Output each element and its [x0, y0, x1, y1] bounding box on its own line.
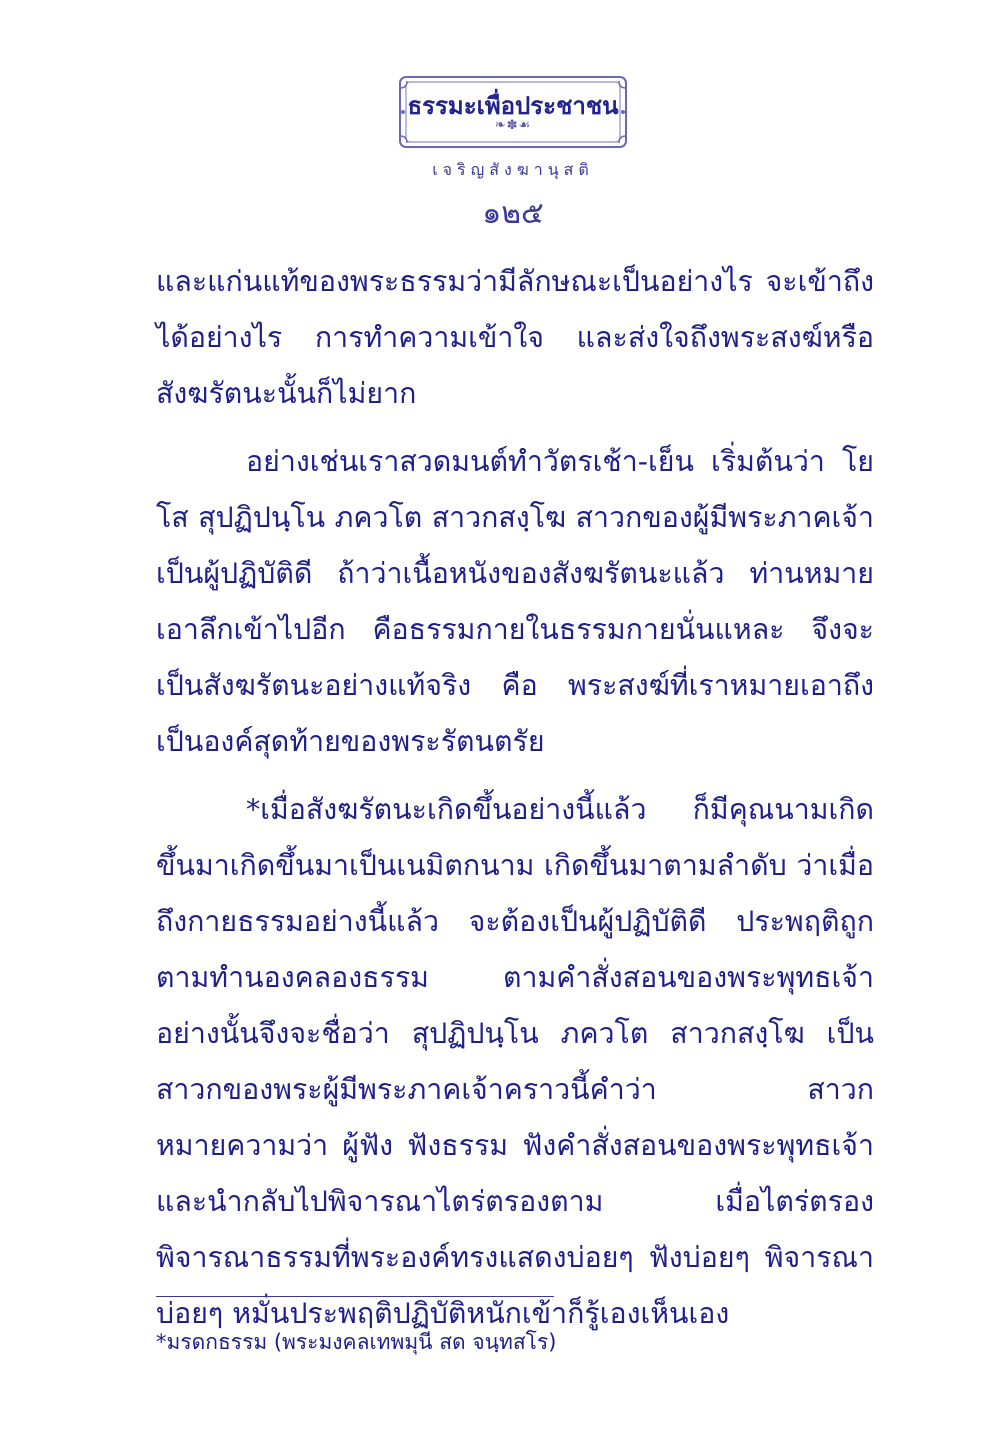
page-number: ๑๒๕ [482, 196, 544, 231]
footnote-divider [156, 1296, 554, 1297]
book-logo [397, 74, 629, 150]
footnote: *มรดกธรรม (พระมงคลเทพมุนี สด จนฺทสโร) [156, 1330, 557, 1354]
paragraph-3: *เมื่อสังฆรัตนะเกิดขึ้นอย่างนี้แล้ว ก็มีคุณนามเกิดขึ้นมาเกิดขึ้นมาเป็นเนมิตกนาม เกิดขึ้นมาตามลำดับ ว่าเมื่อถึงกายธรรมอย่างนี้แล้ว จะต้องเป็นผู้ปฏิบัติดี ประพฤติถูกตามทำนองคลองธรรม ตามคำสั่งสอนของพระพุทธเจ้า อย่างนั้นจึงจะชื่อว่า สุปฏิปนฺโน ภควโต สาวกสงฺโฆ เป็นสาวกของพระผู้มีพระภาคเจ้าคราวนี้คำว่า สาวก หมายความว่า ผู้ฟัง ฟังธรรม ฟังคำสั่งสอนของพระพุทธเจ้า และนำกลับไปพิจารณาไตร่ตรองตาม เมื่อไตร่ตรองพิจารณาธรรมที่พระองค์ทรงแสดงบ่อยๆ ฟังบ่อยๆ พิจารณาบ่อยๆ หมั่นประพฤติปฏิบัติหนักเข้าก็รู้เองเห็นเอง [156, 793, 874, 1330]
paragraph-2: อย่างเช่นเราสวดมนต์ทำวัตรเช้า-เย็น เริ่มต้นว่า โย โส สุปฏิปนฺโน ภควโต สาวกสงฺโฆ สาวกของผู้มีพระภาคเจ้าเป็นผู้ปฏิบัติดี ถ้าว่าเนื้อหนังของสังฆรัตนะแล้ว ท่านหมายเอาลึกเข้าไปอีก คือธรรมกายในธรรมกายนั่นแหละ จึงจะเป็นสังฆรัตนะอย่างแท้จริง คือ พระสงฆ์ที่เราหมายเอาถึงเป็นองค์สุดท้ายของพระรัตนตรัย [156, 445, 874, 758]
paragraph-1: และแก่นแท้ของพระธรรมว่ามีลักษณะเป็นอย่างไร จะเข้าถึงได้อย่างไร การทำความเข้าใจ และส่งใจถึงพระสงฆ์หรือสังฆรัตนะนั้นก็ไม่ยาก [156, 265, 874, 410]
flourish-icon: ❧✽☙ [494, 118, 532, 133]
body-text [156, 254, 874, 1342]
running-title: เจริญสังฆานุสติ [432, 160, 594, 179]
logo-title: ธรรมะเพื่อประชาชน [407, 92, 619, 120]
